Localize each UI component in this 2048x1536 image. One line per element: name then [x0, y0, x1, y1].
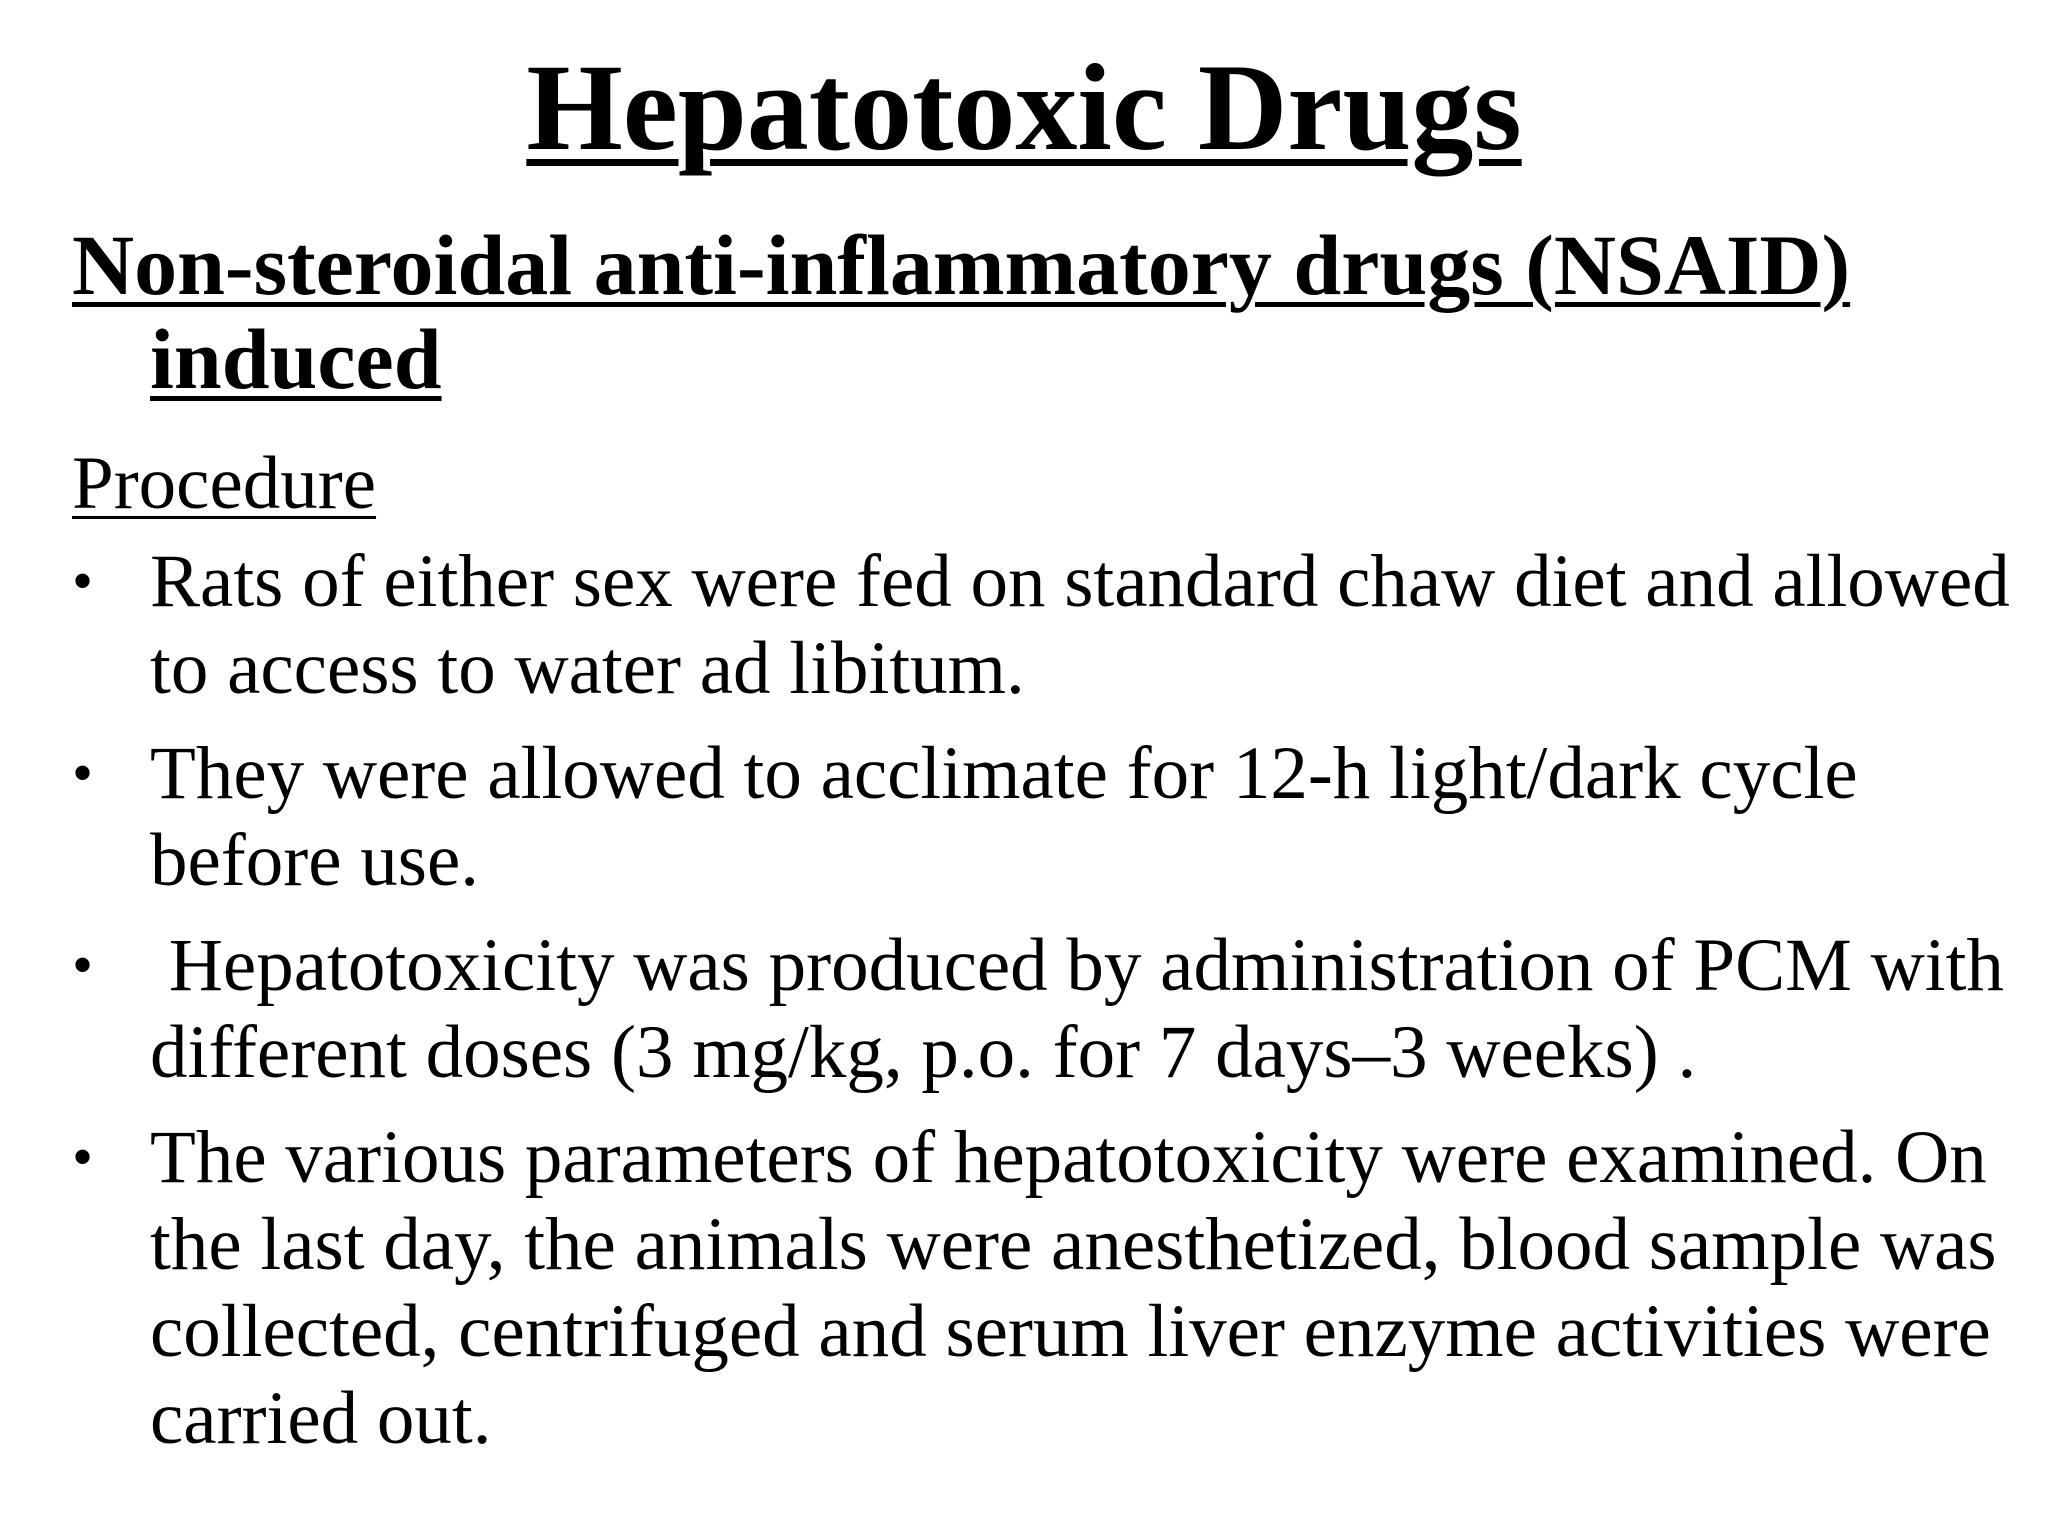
bullet-text: The various parameters of hepatotoxicity were examined. On the last day, the animals were anesthetized, blood sample was collected, centrifuged and serum liver enzyme activities were carried out. [150, 1116, 1997, 1460]
bullet-list [72, 538, 2040, 1480]
bullet-item [72, 1114, 2040, 1462]
bullet-text: Rats of either sex were fed on standard chaw diet and allowed to access to water ad libitum. [150, 540, 2010, 710]
bullet-item [72, 922, 2040, 1096]
bullet-icon: • [72, 1124, 94, 1190]
slide-title: Hepatotoxic Drugs [526, 39, 1522, 176]
section-label: Procedure [72, 442, 377, 525]
bullet-item [72, 538, 2040, 712]
bullet-text: Hepatotoxicity was produced by administration of PCM with different doses (3 mg/kg, p.o. for 7 days–3 weeks) . [150, 924, 2023, 1094]
bullet-icon: • [72, 548, 94, 614]
bullet-icon: • [72, 740, 94, 806]
bullet-item [72, 730, 2040, 904]
slide-subtitle: Non-steroidal anti-inflammatory drugs (NSAID) induced [72, 217, 1851, 407]
bullet-icon: • [72, 932, 94, 998]
bullet-text: They were allowed to acclimate for 12-h light/dark cycle before use. [150, 732, 1858, 902]
